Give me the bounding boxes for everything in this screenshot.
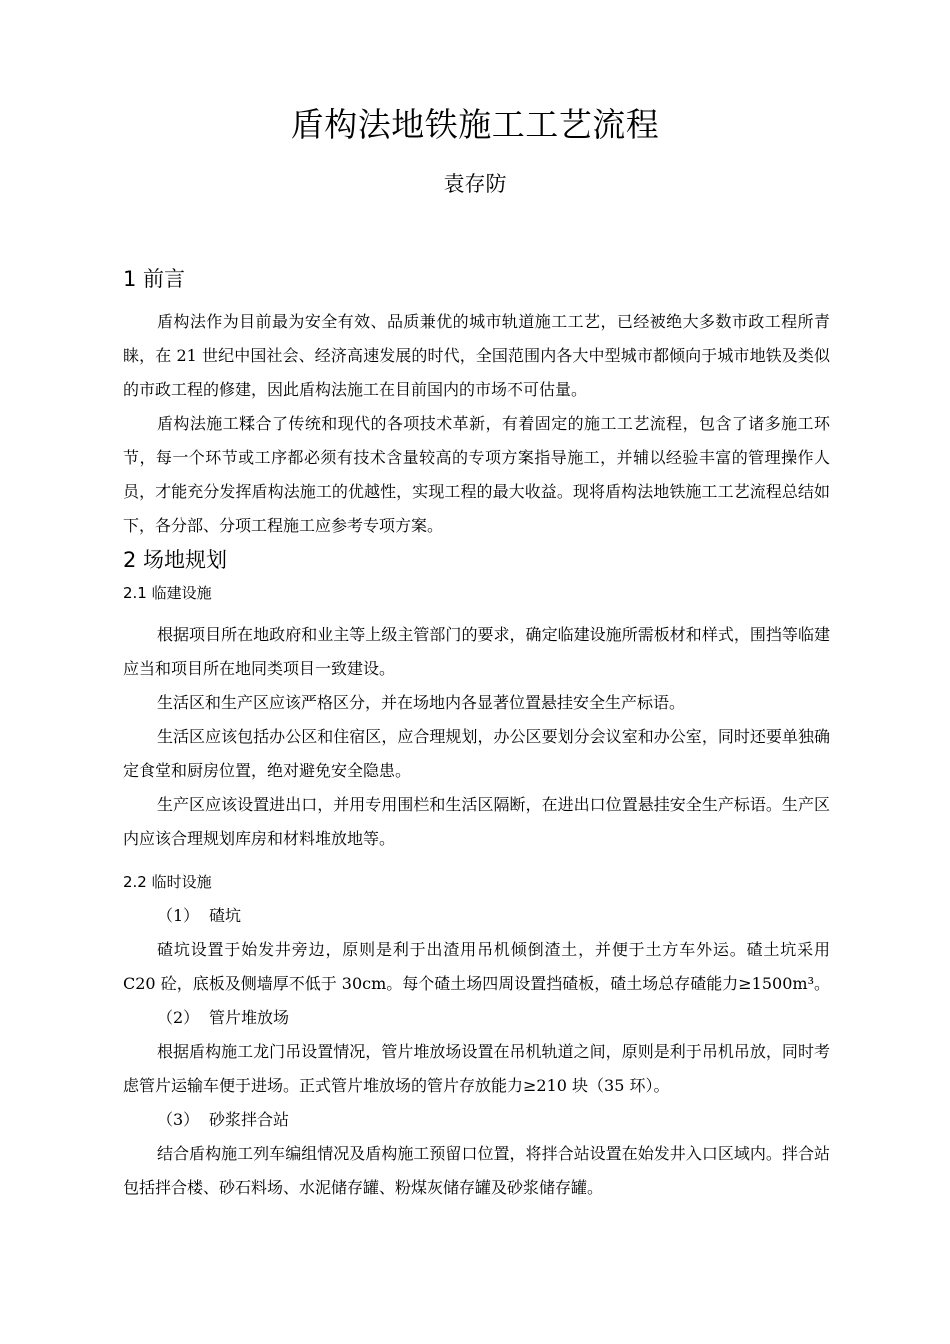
section-preface-body (123, 305, 830, 543)
section-preface (123, 262, 830, 296)
paragraph: 碴坑设置于始发井旁边，原则是利于出渣用吊机倾倒渣土，并便于土方车外运。碴土坑采用 C20 砼，底板及侧墙厚不低于 30cm。每个碴土场四周设置挡碴板，碴土场总存碴能力≥1500m³。 (123, 940, 830, 993)
subsection-heading: 2.2 临时设施 (123, 873, 212, 891)
list-item (123, 1103, 830, 1137)
paragraph: 结合盾构施工列车编组情况及盾构施工预留口位置，将拌合站设置在始发井入口区域内。拌合站包括拌合楼、砂石料场、水泥储存罐、粉煤灰储存罐及砂浆储存罐。 (123, 1144, 830, 1197)
subsection-heading: 2.1 临建设施 (123, 584, 212, 602)
list-item (123, 899, 830, 933)
paragraph: 盾构法施工糅合了传统和现代的各项技术革新，有着固定的施工工艺流程，包含了诸多施工环节，每一个环节或工序都必须有技术含量较高的专项方案指导施工，并辅以经验丰富的管理操作人员，才能充分发挥盾构法施工的优越性，实现工程的最大收益。现将盾构法地铁施工工艺流程总结如下，各分部、分项工程施工应参考专项方案。 (123, 414, 830, 535)
item-number: （1） (157, 906, 200, 925)
paragraph: 生活区和生产区应该严格区分，并在场地内各显著位置悬挂安全生产标语。 (157, 693, 686, 712)
section-heading: 2 场地规划 (123, 548, 228, 572)
list-item (123, 1001, 830, 1035)
paragraph: 盾构法作为目前最为安全有效、品质兼优的城市轨道施工工艺，已经被绝大多数市政工程所青睐，在 21 世纪中国社会、经济高速发展的时代，全国范围内各大中型城市都倾向于城市地铁及类似的市政工程的修建，因此盾构法施工在目前国内的市场不可估量。 (123, 312, 830, 399)
item-label: 砂浆拌合站 (209, 1110, 290, 1129)
item-label: 碴坑 (209, 906, 242, 925)
item-label: 管片堆放场 (209, 1008, 290, 1027)
subsection-temporary-construction (123, 618, 830, 856)
document-title: 盾构法地铁施工工艺流程 (290, 105, 660, 144)
document-author: 袁存防 (443, 172, 507, 196)
item-number: （3） (157, 1110, 200, 1129)
paragraph: 生活区应该包括办公区和住宿区，应合理规划，办公区要划分会议室和办公室，同时还要单独确定食堂和厨房位置，绝对避免安全隐患。 (123, 727, 830, 780)
section-heading: 1 前言 (123, 267, 186, 291)
paragraph: 根据项目所在地政府和业主等上级主管部门的要求，确定临建设施所需板材和样式，围挡等临建应当和项目所在地同类项目一致建设。 (123, 625, 830, 678)
item-number: （2） (157, 1008, 200, 1027)
subsection-temporary-facilities (123, 865, 830, 1205)
paragraph: 生产区应该设置进出口，并用专用围栏和生活区隔断，在进出口位置悬挂安全生产标语。生产区内应该合理规划库房和材料堆放地等。 (123, 795, 830, 848)
paragraph: 根据盾构施工龙门吊设置情况，管片堆放场设置在吊机轨道之间，原则是利于吊机吊放，同时考虑管片运输车便于进场。正式管片堆放场的管片存放能力≥210 块（35 环）。 (123, 1042, 830, 1095)
section-site-planning (123, 543, 830, 610)
